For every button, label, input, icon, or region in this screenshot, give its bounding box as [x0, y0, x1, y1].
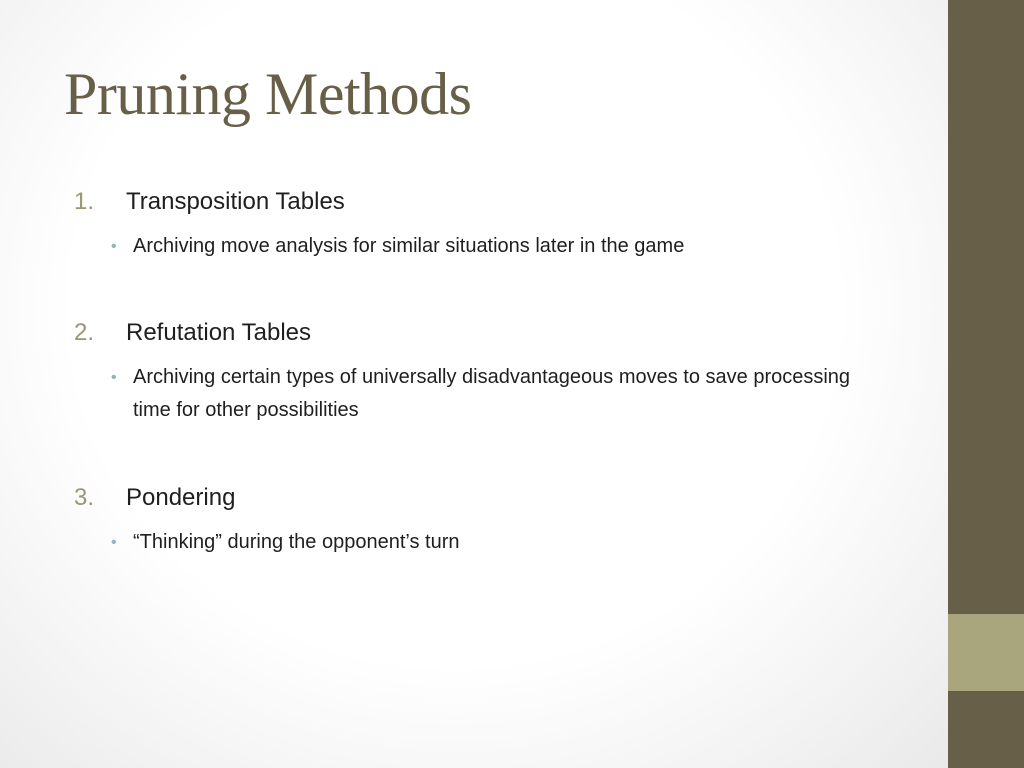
- list-heading: Transposition Tables: [126, 188, 345, 215]
- bullet-dot-icon: •: [111, 238, 117, 255]
- list-number: 2.: [74, 319, 95, 346]
- bullet-dot-icon: •: [111, 369, 117, 386]
- decorative-side-block: [948, 614, 1024, 691]
- sub-bullet-text: Archiving move analysis for similar situations later in the game: [133, 235, 685, 257]
- sub-bullet-text: “Thinking” during the opponent’s turn: [133, 531, 460, 553]
- list-item-1: [74, 188, 345, 216]
- list-number: 3.: [74, 484, 95, 511]
- sub-bullet-text: Archiving certain types of universally disadvantageous moves to save processing time for other possibilities: [133, 366, 851, 421]
- slide-title: Pruning Methods: [64, 61, 472, 127]
- sub-bullet-3: [111, 526, 873, 559]
- list-item-2: [74, 319, 311, 347]
- list-item-3: [74, 484, 235, 512]
- list-heading: Refutation Tables: [126, 319, 312, 346]
- bullet-dot-icon: •: [111, 534, 117, 551]
- sub-bullet-2: [111, 361, 873, 427]
- list-heading: Pondering: [126, 484, 236, 511]
- list-number: 1.: [74, 188, 95, 215]
- sub-bullet-1: [111, 230, 873, 263]
